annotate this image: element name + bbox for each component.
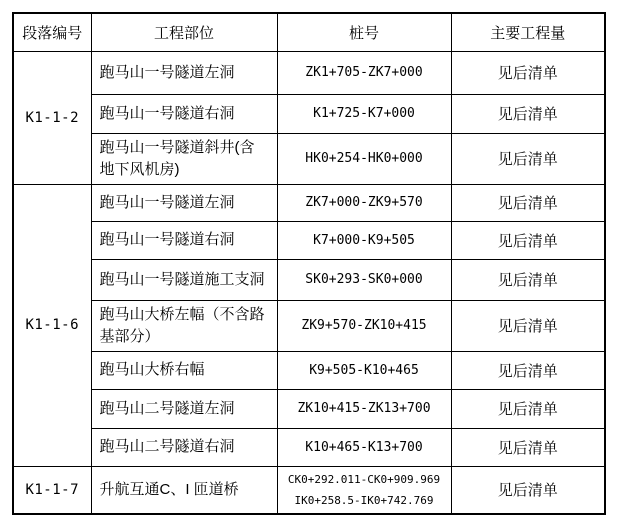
header-section: 段落编号 <box>13 13 91 51</box>
stake-cell: ZK7+000-ZK9+570 <box>277 184 451 221</box>
table-row <box>13 133 605 184</box>
table-row <box>13 259 605 300</box>
part-cell: 跑马山一号隧道左洞 <box>91 51 277 94</box>
quantity-cell: 见后清单 <box>451 300 605 351</box>
quantity-cell: 见后清单 <box>451 184 605 221</box>
part-cell: 跑马山一号隧道右洞 <box>91 221 277 259</box>
part-cell: 跑马山大桥左幅（不含路基部分） <box>91 300 277 351</box>
stake-cell: K1+725-K7+000 <box>277 94 451 133</box>
quantity-cell: 见后清单 <box>451 221 605 259</box>
part-cell: 跑马山大桥右幅 <box>91 351 277 389</box>
table-row <box>13 221 605 259</box>
quantity-cell: 见后清单 <box>451 133 605 184</box>
table-row <box>13 94 605 133</box>
stake-cell: SK0+293-SK0+000 <box>277 259 451 300</box>
header-stake: 桩号 <box>277 13 451 51</box>
table-row <box>13 389 605 428</box>
stake-cell: HK0+254-HK0+000 <box>277 133 451 184</box>
part-cell: 升航互通C、I 匝道桥 <box>91 466 277 514</box>
quantity-cell: 见后清单 <box>451 51 605 94</box>
quantity-cell: 见后清单 <box>451 389 605 428</box>
section-cell: K1-1-7 <box>13 466 91 514</box>
table-row <box>13 184 605 221</box>
engineering-quantity-table <box>12 12 606 515</box>
stake-line-1: CK0+292.011-CK0+909.969 <box>287 472 441 486</box>
stake-cell: ZK1+705-ZK7+000 <box>277 51 451 94</box>
stake-cell: K7+000-K9+505 <box>277 221 451 259</box>
part-cell: 跑马山二号隧道左洞 <box>91 389 277 428</box>
stake-cell: ZK9+570-ZK10+415 <box>277 300 451 351</box>
quantity-cell: 见后清单 <box>451 428 605 466</box>
engineering-quantity-table-wrap <box>12 12 606 515</box>
stake-cell: K10+465-K13+700 <box>277 428 451 466</box>
stake-cell <box>277 466 451 514</box>
part-cell: 跑马山一号隧道施工支洞 <box>91 259 277 300</box>
quantity-cell: 见后清单 <box>451 351 605 389</box>
quantity-cell: 见后清单 <box>451 94 605 133</box>
part-cell: 跑马山一号隧道右洞 <box>91 94 277 133</box>
table-row <box>13 51 605 94</box>
header-part: 工程部位 <box>91 13 277 51</box>
quantity-cell: 见后清单 <box>451 466 605 514</box>
table-row <box>13 466 605 514</box>
part-cell: 跑马山二号隧道右洞 <box>91 428 277 466</box>
part-cell: 跑马山一号隧道斜井(含地下风机房) <box>91 133 277 184</box>
stake-line-2: IK0+258.5-IK0+742.769 <box>294 493 434 507</box>
header-row <box>13 13 605 51</box>
part-cell: 跑马山一号隧道左洞 <box>91 184 277 221</box>
quantity-cell: 见后清单 <box>451 259 605 300</box>
header-quantity: 主要工程量 <box>451 13 605 51</box>
table-row <box>13 300 605 351</box>
table-row <box>13 351 605 389</box>
section-cell: K1-1-6 <box>13 184 91 466</box>
stake-cell: K9+505-K10+465 <box>277 351 451 389</box>
table-row <box>13 428 605 466</box>
stake-cell: ZK10+415-ZK13+700 <box>277 389 451 428</box>
section-cell: K1-1-2 <box>13 51 91 184</box>
